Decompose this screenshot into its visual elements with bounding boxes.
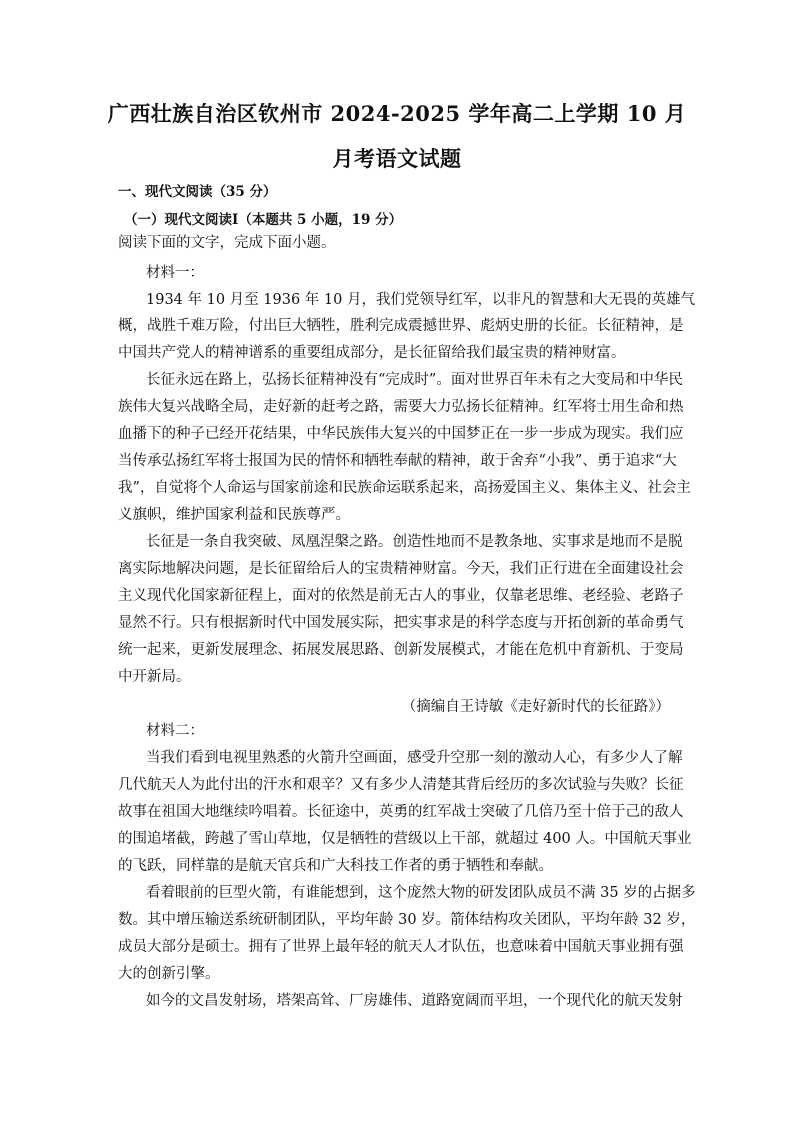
paragraph-line: 离实际地解决问题，是长征留给后人的宝贵精神财富。今天，我们正行进在全面建设社会	[118, 561, 684, 577]
paragraph-line: 大的创新引擎。	[118, 966, 220, 982]
page-title-line-1: 广西壮族自治区钦州市 2024-2025 学年高二上学期 10 月	[107, 101, 687, 126]
paragraph-line: 统一起来，更新发展理念、拓展发展思路、创新发展模式，才能在危机中育新机、于变局	[118, 642, 684, 658]
instruction-text: 阅读下面的文字，完成下面小题。	[118, 235, 336, 251]
paragraph-line: 故事在祖国大地继续吟唱着。长征途中，英勇的红军战士突破了几倍乃至十倍于己的敌人	[118, 804, 684, 820]
paragraph-line: 概，战胜千难万险，付出巨大牺牲，胜利完成震撼世界、彪炳史册的长征。长征精神，是	[118, 318, 684, 334]
section-heading: 一、现代文阅读（35 分）	[118, 184, 277, 200]
paragraph-line: 我”，自觉将个人命运与国家前途和民族命运联系起来，高扬爱国主义、集体主义、社会主	[118, 480, 691, 496]
paragraph-line: 长征永远在路上，弘扬长征精神没有“完成时”。面对世界百年未有之大变局和中华民	[146, 372, 683, 388]
paragraph-line: 义旗帜，维护国家利益和民族尊严。	[118, 507, 350, 523]
paragraph-line: 族伟大复兴战略全局，走好新的赶考之路，需要大力弘扬长征精神。红军将士用生命和热	[118, 399, 684, 415]
paragraph-line: 中开新局。	[118, 669, 191, 685]
paragraph-line: 的飞跃，同样靠的是航天官兵和广大科技工作者的勇于牺牲和奉献。	[118, 858, 553, 874]
page-title-line-2: 月考语文试题	[332, 146, 462, 171]
paragraph-line: 几代航天人为此付出的汗水和艰辛？又有多少人清楚其背后经历的多次试验与失败？长征	[118, 777, 684, 793]
paragraph-line: 成员大部分是硕士。拥有了世界上最年轻的航天人才队伍，也意味着中国航天事业拥有强	[118, 939, 684, 955]
paragraph-line: 如今的文昌发射场，塔架高耸、厂房雄伟、道路宽阔而平坦，一个现代化的航天发射	[146, 993, 683, 1009]
material-1-label: 材料一：	[146, 265, 204, 281]
paragraph-line: 1934 年 10 月至 1936 年 10 月，我们党领导红军，以非凡的智慧和大无畏的英雄气	[146, 292, 695, 308]
paragraph-line: 长征是一条自我突破、凤凰涅槃之路。创造性地而不是教条地、实事求是地而不是脱	[146, 534, 683, 550]
paragraph-line: 中国共产党人的精神谱系的重要组成部分，是长征留给我们最宝贵的精神财富。	[118, 345, 626, 361]
paragraph-line: 显然不行。只有根据新时代中国发展实际，把实事求是的科学态度与开拓创新的革命勇气	[118, 615, 684, 631]
paragraph-line: 主义现代化国家新征程上，面对的依然是前无古人的事业，仅靠老思维、老经验、老路子	[118, 588, 684, 604]
paragraph-line: 看着眼前的巨型火箭，有谁能想到，这个庞然大物的研发团队成员不满 35 岁的占据多	[146, 885, 696, 901]
paragraph-line: 当我们看到电视里熟悉的火箭升空画面，感受升空那一刻的激动人心，有多少人了解	[146, 750, 683, 766]
source-citation: （摘编自王诗敏《走好新时代的长征路》）	[401, 699, 670, 715]
paragraph-line: 数。其中增压输送系统研制团队，平均年龄 30 岁。箭体结构攻关团队，平均年龄 32 岁，	[118, 912, 696, 928]
paragraph-line: 血播下的种子已经开花结果，中华民族伟大复兴的中国梦正在一步一步成为现实。我们应	[118, 426, 684, 442]
paragraph-line: 当传承弘扬红军将士报国为民的情怀和牺牲奉献的精神，敢于舍弃“小我”、勇于追求“大	[118, 453, 677, 469]
paragraph-line: 的围追堵截，跨越了雪山草地，仅是牺牲的营级以上干部，就超过 400 人。中国航天事业	[118, 831, 692, 847]
material-2-label: 材料二：	[146, 723, 204, 739]
subsection-heading: （一）现代文阅读Ⅰ（本题共 5 小题，19 分）	[124, 212, 403, 228]
